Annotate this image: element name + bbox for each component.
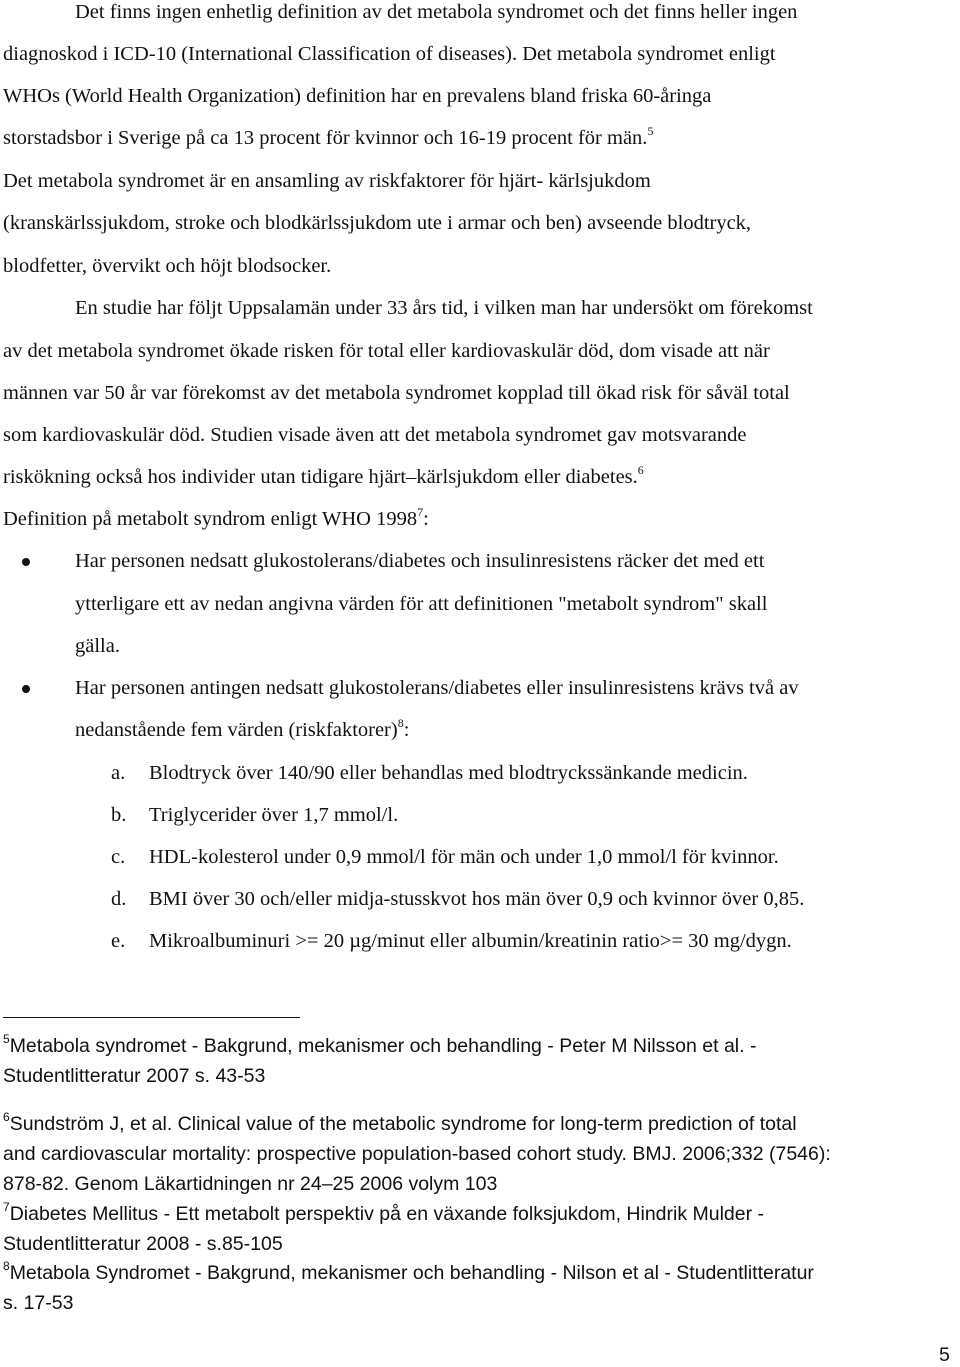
page-number: 5 (939, 1344, 950, 1366)
footnote-ref-5: 5 (647, 124, 654, 138)
body-line: riskökning också hos individer utan tidigare hjärt–kärlsjukdom eller diabetes. (3, 466, 638, 488)
footnote-number: 7 (3, 1200, 10, 1214)
criterion-text: Triglycerider över 1,7 mmol/l. (149, 804, 399, 826)
criterion-marker: c. (111, 846, 126, 868)
body-line: männen var 50 år var förekomst av det metabola syndromet kopplad till ökad risk för såväl total (3, 382, 790, 404)
bullet-dot (22, 558, 30, 566)
footnote-ref-6: 6 (637, 463, 644, 477)
footnote-5: $^5$Metabola syndromet - Bakgrund, mekanismer och behandling - Peter M Nilsson et al. - (3, 1032, 757, 1057)
body-line: En studie har följt Uppsalamän under 33 års tid, i vilken man har undersökt om förekomst (75, 297, 813, 319)
criterion-text: HDL-kolesterol under 0,9 mmol/l för män och under 1,0 mmol/l för kvinnor. (149, 846, 779, 868)
footnote-number: 8 (3, 1259, 10, 1273)
criterion-text: Mikroalbuminuri >= 20 µg/minut eller albumin/kreatinin ratio>= 30 mg/dygn. (149, 930, 792, 952)
bullet-line: Har personen antingen nedsatt glukostolerans/diabetes eller insulinresistens krävs två av (75, 677, 799, 699)
body-line: av det metabola syndromet ökade risken för total eller kardiovaskulär död, dom visade att när (3, 340, 770, 362)
footnote-number: 5 (3, 1032, 10, 1046)
footnote-ref-8: 8 (397, 716, 404, 730)
criterion-marker: d. (111, 888, 127, 910)
body-line: storstadsbor i Sverige på ca 13 procent för kvinnor och 16-19 procent för män. (3, 127, 648, 149)
criterion-marker: b. (111, 804, 127, 826)
bullet-line: ytterligare ett av nedan angivna värden för att definitionen "metabolt syndrom" skall (75, 593, 768, 615)
footnote-line: Studentlitteratur 2007 s. 43-53 (3, 1065, 266, 1087)
footnote-line: 878-82. Genom Läkartidningen nr 24–25 2006 volym 103 (3, 1173, 498, 1195)
criterion-marker: a. (111, 762, 126, 784)
bullet-line: gälla. (75, 635, 120, 657)
body-line: (kranskärlssjukdom, stroke och blodkärlssjukdom ute i armar och ben) avseende blodtryck, (3, 212, 752, 234)
bullet-line-with-ref: nedanstående fem värden (riskfaktorer)$^8$: (75, 716, 410, 741)
body-line: WHOs (World Health Organization) definition har en prevalens bland friska 60-åringa (3, 85, 712, 107)
criterion-text: Blodtryck över 140/90 eller behandlas med blodtryckssänkande medicin. (149, 762, 748, 784)
body-line: som kardiovaskulär död. Studien visade även att det metabola syndromet gav motsvarande (3, 424, 747, 446)
definition-heading: Definition på metabolt syndrom enligt WHO 1998$^7$: (3, 505, 429, 530)
footnote-number: 6 (3, 1110, 10, 1124)
body-line-with-ref (3, 463, 644, 488)
criterion-marker: e. (111, 930, 126, 952)
footnote-7: $^7$Diabetes Mellitus - Ett metabolt perspektiv på en växande folksjukdom, Hindrik Mulder - (3, 1200, 765, 1225)
body-line: diagnoskod i ICD-10 (International Classification of diseases). Det metabola syndromet enligt (3, 43, 776, 65)
criterion-text: BMI över 30 och/eller midja-stusskvot hos män över 0,9 och kvinnor över 0,85. (149, 888, 805, 910)
footnote-line: Studentlitteratur 2008 - s.85-105 (3, 1233, 283, 1255)
footnote-6: $^6$Sundström J, et al. Clinical value of the metabolic syndrome for long-term prediction of total (3, 1110, 797, 1135)
body-line: Det finns ingen enhetlig definition av det metabola syndromet och det finns heller ingen (75, 1, 798, 23)
footnote-line: and cardiovascular mortality: prospective population-based cohort study. BMJ. 2006;332 (7546): (3, 1143, 831, 1165)
body-line-with-ref (3, 124, 654, 149)
footnote-separator (3, 1017, 300, 1018)
body-line: blodfetter, övervikt och höjt blodsocker. (3, 255, 332, 277)
body-line: Det metabola syndromet är en ansamling av riskfaktorer för hjärt- kärlsjukdom (3, 170, 651, 192)
footnote-ref-7: 7 (417, 505, 424, 519)
bullet-dot (22, 685, 30, 693)
footnote-8: $^8$Metabola Syndromet - Bakgrund, mekanismer och behandling - Nilson et al - Studentlitteratur (3, 1259, 814, 1284)
bullet-line: Har personen nedsatt glukostolerans/diabetes och insulinresistens räcker det med ett (75, 550, 765, 572)
footnote-line: s. 17-53 (3, 1292, 74, 1314)
